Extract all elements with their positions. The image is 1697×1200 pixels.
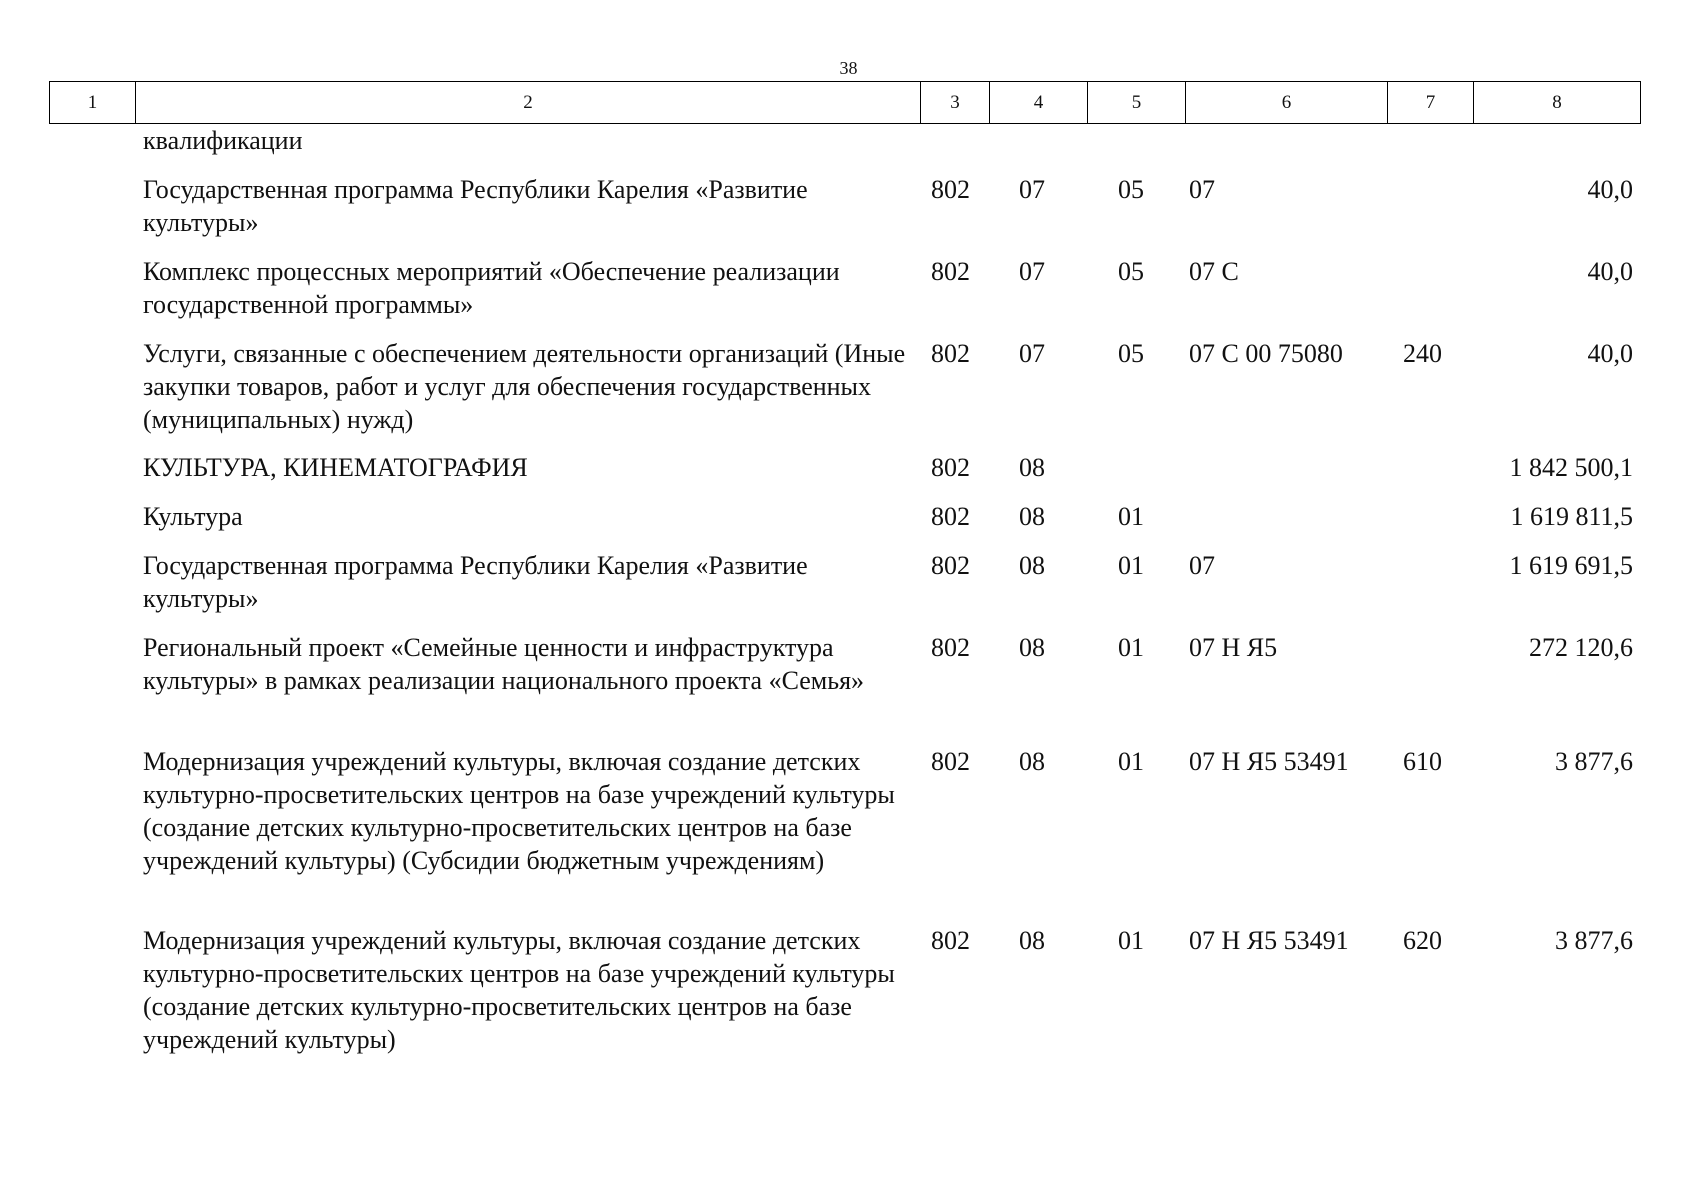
item-name: Культура (143, 502, 243, 531)
subsection-code: 05 (1118, 175, 1144, 204)
ministry-code: 802 (931, 339, 970, 368)
target-article-code: 07 (1189, 175, 1215, 204)
target-article-code: 07 С (1189, 257, 1239, 286)
section-code: 08 (1019, 502, 1045, 531)
item-name: Модернизация учреждений культуры, включая создание детских культурно-просветительских центров на базе учреждений культуры (создание детских культурно-просветительских центров на базе учреждений культуры) (Субсидии бюджетным учреждениям) (143, 747, 895, 875)
item-name: квалификации (143, 126, 303, 155)
amount: 1 619 691,5 (1509, 551, 1633, 580)
target-article-code: 07 Н Я5 (1189, 633, 1278, 662)
item-name: Региональный проект «Семейные ценности и инфраструктура культуры» в рамках реализации национального проекта «Семья» (143, 633, 865, 695)
item-name: Государственная программа Республики Карелия «Развитие культуры» (143, 175, 808, 237)
column-header-5: 5 (1088, 82, 1186, 124)
item-name: КУЛЬТУРА, КИНЕМАТОГРАФИЯ (143, 453, 528, 482)
section-code: 08 (1019, 453, 1045, 482)
section-code: 08 (1019, 633, 1045, 662)
section-code: 08 (1019, 551, 1045, 580)
amount: 3 877,6 (1555, 926, 1633, 955)
amount: 1 842 500,1 (1509, 453, 1633, 482)
target-article-code: 07 (1189, 551, 1215, 580)
ministry-code: 802 (931, 175, 970, 204)
ministry-code: 802 (931, 502, 970, 531)
item-name: Услуги, связанные с обеспечением деятельности организаций (Иные закупки товаров, работ и услуг для обеспечения государственных (муниципальных) нужд) (143, 339, 906, 434)
page-number: 38 (839, 58, 858, 78)
target-article-code: 07 Н Я5 53491 (1189, 926, 1349, 955)
subsection-code: 05 (1118, 339, 1144, 368)
column-header-1: 1 (50, 82, 136, 124)
expense-type-code: 620 (1403, 926, 1442, 955)
subsection-code: 01 (1118, 502, 1144, 531)
subsection-code: 01 (1118, 633, 1144, 662)
ministry-code: 802 (931, 551, 970, 580)
column-header-2: 2 (136, 82, 921, 124)
target-article-code: 07 С 00 75080 (1189, 339, 1343, 368)
column-header-4: 4 (990, 82, 1088, 124)
item-name: Комплекс процессных мероприятий «Обеспечение реализации государственной программы» (143, 257, 840, 319)
section-code: 08 (1019, 926, 1045, 955)
ministry-code: 802 (931, 633, 970, 662)
column-header-8: 8 (1474, 82, 1641, 124)
section-code: 08 (1019, 747, 1045, 776)
amount: 272 120,6 (1529, 633, 1633, 662)
amount: 40,0 (1587, 257, 1633, 286)
item-name: Государственная программа Республики Карелия «Развитие культуры» (143, 551, 808, 613)
subsection-code: 01 (1118, 747, 1144, 776)
column-header-table (49, 81, 1641, 124)
target-article-code: 07 Н Я5 53491 (1189, 747, 1349, 776)
expense-type-code: 240 (1403, 339, 1442, 368)
ministry-code: 802 (931, 747, 970, 776)
ministry-code: 802 (931, 257, 970, 286)
section-code: 07 (1019, 257, 1045, 286)
column-header-7: 7 (1388, 82, 1474, 124)
amount: 40,0 (1587, 339, 1633, 368)
amount: 40,0 (1587, 175, 1633, 204)
amount: 1 619 811,5 (1510, 502, 1633, 531)
expense-type-code: 610 (1403, 747, 1442, 776)
item-name: Модернизация учреждений культуры, включая создание детских культурно-просветительских центров на базе учреждений культуры (создание детских культурно-просветительских центров на базе учреждений культуры) (143, 926, 895, 1054)
subsection-code: 01 (1118, 551, 1144, 580)
ministry-code: 802 (931, 926, 970, 955)
column-header-row (50, 82, 1641, 124)
section-code: 07 (1019, 175, 1045, 204)
subsection-code: 05 (1118, 257, 1144, 286)
amount: 3 877,6 (1555, 747, 1633, 776)
ministry-code: 802 (931, 453, 970, 482)
column-header-3: 3 (921, 82, 990, 124)
subsection-code: 01 (1118, 926, 1144, 955)
column-header-6: 6 (1186, 82, 1388, 124)
section-code: 07 (1019, 339, 1045, 368)
